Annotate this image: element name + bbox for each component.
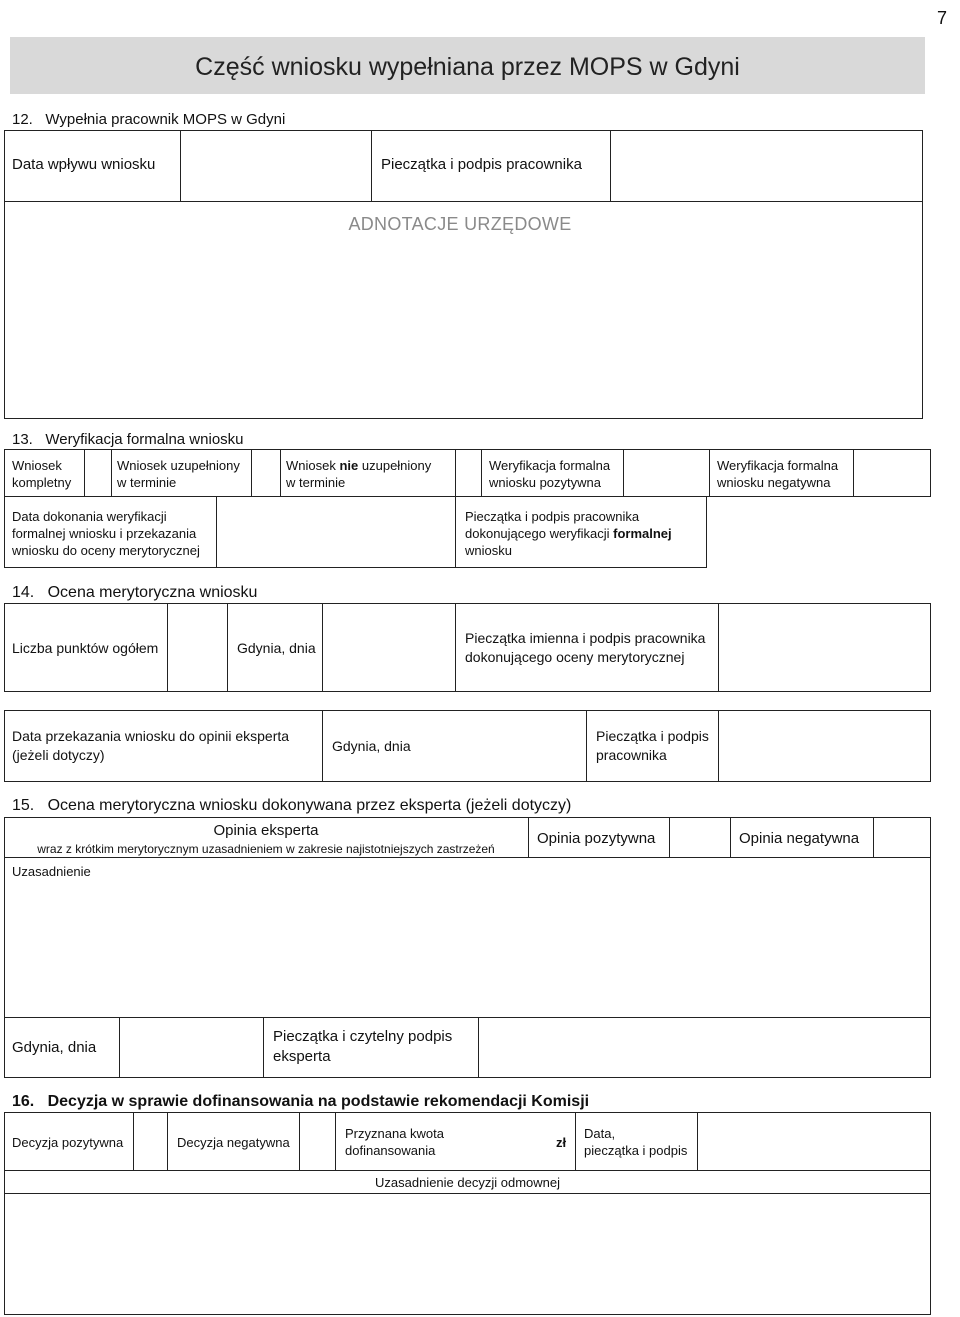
section-15-number: 15. <box>12 797 35 814</box>
staff-stamp-label: Pieczątka i podpis pracownika <box>381 156 582 173</box>
section-16-number: 16. <box>12 1093 35 1110</box>
verification-stamp-line2-pre: dokonującego weryfikacji <box>465 526 614 541</box>
city-date-field[interactable] <box>323 604 454 691</box>
decision-date-line2: pieczątka i podpis <box>584 1143 688 1158</box>
decision-date-label <box>584 1125 687 1159</box>
refusal-justification-label: Uzasadnienie decyzji odmownej <box>375 1175 560 1190</box>
expert-city-date-field[interactable] <box>430 711 585 781</box>
section-15-title-rest: (jeżeli dotyczy) <box>461 797 572 814</box>
page-number: 7 <box>937 8 948 28</box>
amount-line2: dofinansowania <box>345 1143 436 1158</box>
option-not-supplemented-label <box>286 457 431 491</box>
option-negative-line2: wniosku negatywna <box>717 475 831 490</box>
option-supplemented-checkbox[interactable] <box>252 450 279 496</box>
option-supplemented-line2: w terminie <box>117 475 177 490</box>
intake-date-label: Data wpływu wniosku <box>12 156 156 173</box>
intake-date-field[interactable] <box>181 131 370 200</box>
expert-stamp-line2: pracownika <box>596 747 667 763</box>
option-supplemented-line1: Wniosek uzupełniony <box>117 458 240 473</box>
currency-label: zł <box>556 1135 567 1150</box>
option-negative-label <box>717 457 838 491</box>
option-complete-label <box>12 457 82 491</box>
expert-signature-line2: eksperta <box>273 1048 331 1065</box>
section-16-heading <box>12 1092 589 1112</box>
option-positive-line2: wniosku pozytywna <box>489 475 601 490</box>
merit-stamp-field[interactable] <box>719 604 930 691</box>
section-15-title-bold: Ocena merytoryczna wniosku dokonywana przez eksperta <box>47 797 462 814</box>
page-title: Część wniosku wypełniana przez MOPS w Gdyni <box>195 53 740 81</box>
opinion-negative-label: Opinia negatywna <box>739 830 860 847</box>
merit-stamp-label <box>465 629 705 667</box>
decision-negative-checkbox[interactable] <box>300 1113 334 1169</box>
decision-negative-label: Decyzja negatywna <box>177 1135 290 1150</box>
verification-date-field[interactable] <box>217 497 454 567</box>
merit-stamp-line2: dokonującego oceny merytorycznej <box>465 649 685 665</box>
expert-opinion-subtitle: wraz z krótkim merytorycznym uzasadnieniem w zakresie najistotniejszych zastrzeżeń <box>37 842 495 856</box>
expert-city-date-label-2: Gdynia, dnia <box>12 1039 97 1056</box>
section-12-number: 12. <box>12 111 33 128</box>
expert-opinion-header <box>4 821 528 857</box>
expert-opinion-title: Opinia eksperta <box>213 822 319 839</box>
total-points-field[interactable] <box>168 604 226 691</box>
verification-date-line1: Data dokonania weryfikacji <box>12 509 167 524</box>
expert-stamp-label <box>596 727 709 765</box>
option-negative-checkbox[interactable] <box>854 450 930 496</box>
refusal-justification-area[interactable] <box>5 1195 930 1313</box>
option-complete-checkbox[interactable] <box>85 450 110 496</box>
verification-stamp-line1: Pieczątka i podpis pracownika <box>465 509 640 524</box>
decision-positive-label: Decyzja pozytywna <box>12 1135 124 1150</box>
expert-stamp-line1: Pieczątka i podpis <box>596 728 709 744</box>
verification-date-line3: wniosku do oceny merytorycznej <box>12 543 200 558</box>
decision-date-line1: Data, <box>584 1126 616 1141</box>
opinion-negative-checkbox[interactable] <box>874 818 930 856</box>
verification-stamp-line2-bold: formalnej <box>613 526 672 541</box>
section-13-heading <box>12 430 244 450</box>
expert-signature-field[interactable] <box>479 1018 930 1077</box>
expert-signature-label <box>273 1027 452 1067</box>
expert-transfer-line1: Data przekazania wniosku do opinii eksperta <box>12 728 290 744</box>
option-positive-checkbox[interactable] <box>624 450 708 496</box>
option-supplemented-label <box>117 457 240 491</box>
section-15-heading <box>12 796 571 816</box>
expert-transfer-label <box>12 727 289 765</box>
total-points-label: Liczba punktów ogółem <box>12 640 159 656</box>
opinion-positive-checkbox[interactable] <box>670 818 729 856</box>
verification-stamp-line3: wniosku <box>465 543 512 558</box>
option-positive-line1: Weryfikacja formalna <box>489 458 611 473</box>
amount-label <box>345 1125 444 1159</box>
option-not-supplemented-pre: Wniosek <box>286 458 340 473</box>
option-negative-line1: Weryfikacja formalna <box>717 458 839 473</box>
decision-stamp-field[interactable] <box>698 1113 930 1169</box>
section-14-heading <box>12 583 257 603</box>
section-13-number: 13. <box>12 431 33 448</box>
amount-line1: Przyznana kwota <box>345 1126 444 1141</box>
option-not-supplemented-post: uzupełniony <box>358 458 432 473</box>
official-annotations-label: ADNOTACJE URZĘDOWE <box>348 214 572 234</box>
amount-field[interactable] <box>450 1113 545 1169</box>
option-not-supplemented-checkbox[interactable] <box>456 450 480 496</box>
official-annotations-area[interactable] <box>5 240 922 415</box>
merit-stamp-line1: Pieczątka imienna i podpis pracownika <box>465 630 706 646</box>
section-14-number: 14. <box>12 584 35 601</box>
expert-transfer-line2: (jeżeli dotyczy) <box>12 747 105 763</box>
verification-date-line2: formalnej wniosku i przekazania <box>12 526 197 541</box>
justification-area[interactable] <box>5 880 930 1015</box>
option-complete-text: Wniosek kompletny <box>12 458 72 490</box>
option-not-supplemented-line2: w terminie <box>286 475 346 490</box>
expert-city-date-field-2[interactable] <box>120 1018 262 1077</box>
staff-stamp-field[interactable] <box>611 131 922 200</box>
section-14-title: Ocena merytoryczna wniosku <box>47 584 258 601</box>
justification-label: Uzasadnienie <box>12 864 91 879</box>
option-positive-label <box>489 457 610 491</box>
verification-date-label <box>12 508 200 559</box>
option-not-supplemented-bold: nie <box>339 458 359 473</box>
expert-signature-line1: Pieczątka i czytelny podpis <box>273 1028 453 1045</box>
verification-stamp-label <box>465 508 672 559</box>
opinion-positive-label: Opinia pozytywna <box>537 830 656 847</box>
verification-stamp-field[interactable] <box>666 497 706 567</box>
section-12-title: Wypełnia pracownik MOPS w Gdyni <box>45 111 286 128</box>
city-date-label: Gdynia, dnia <box>237 640 316 656</box>
section-16-title: Decyzja w sprawie dofinansowania na podstawie rekomendacji Komisji <box>47 1093 590 1110</box>
decision-positive-checkbox[interactable] <box>134 1113 166 1169</box>
expert-stamp-field[interactable] <box>719 711 930 781</box>
section-12-heading <box>12 110 285 130</box>
section-13-title: Weryfikacja formalna wniosku <box>45 431 244 448</box>
expert-city-date-label: Gdynia, dnia <box>332 738 411 754</box>
